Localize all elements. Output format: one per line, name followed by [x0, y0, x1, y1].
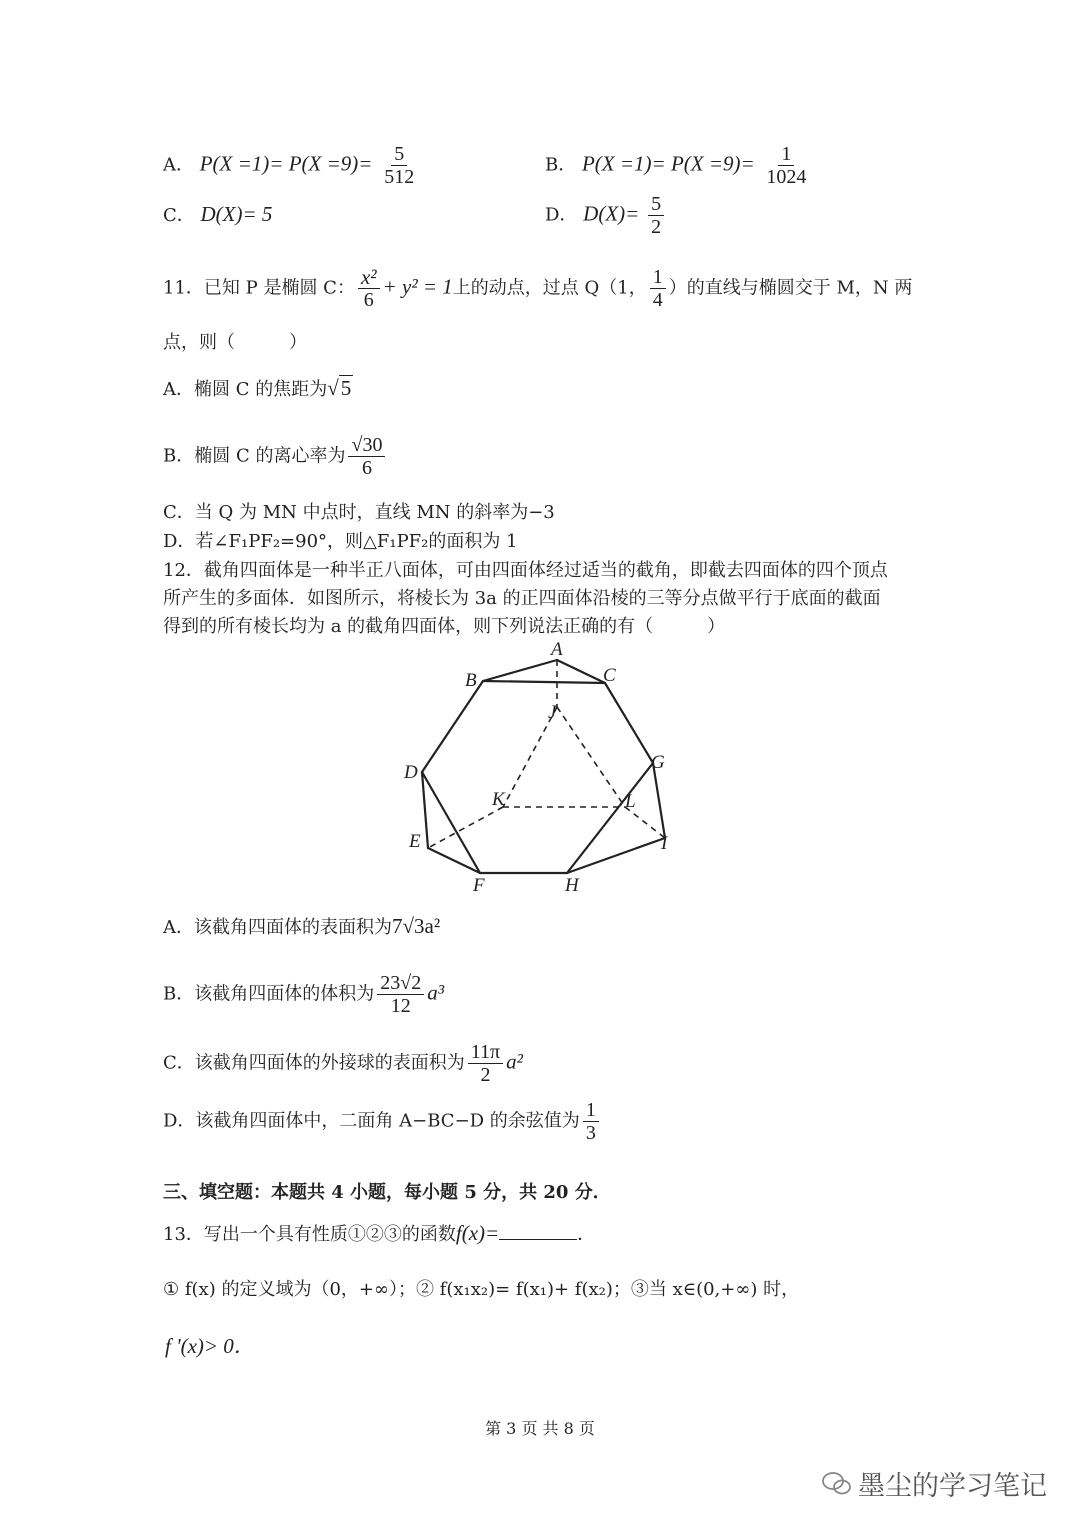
vertex-label-g: G — [651, 752, 665, 773]
vertex-label-f: F — [473, 875, 485, 896]
q10-a-frac: $\frac{5}{512}$ — [384, 143, 415, 188]
q10-option-d: D． D(X)= $\frac{5}{2}$ — [545, 193, 667, 238]
q13-stem: 13．写出一个具有性质①②③的函数f(x)= ． — [163, 1221, 596, 1245]
q12-c-frac: $\frac{11\pi}{2}$ — [468, 1041, 503, 1086]
q12-b-frac: $\frac{23√2}{12}$ — [377, 972, 424, 1017]
q12-stem-line3: 得到的所有棱长均为 a 的截角四面体，则下列说法正确的有（ ） — [163, 616, 726, 637]
vertex-label-c: C — [603, 665, 616, 686]
page-footer: 第 3 页 共 8 页 — [485, 1419, 595, 1438]
q11-stem-line2: 点，则（ ） — [163, 332, 307, 353]
q12-option-a: A．该截角四面体的表面积为7√3a² — [163, 914, 441, 938]
q10-a-expr: P(X =1)= P(X =9)= — [199, 151, 373, 176]
q12-option-b: B．该截角四面体的体积为 $\frac{23√2}{12}$ a³ — [163, 972, 445, 1017]
vertex-label-e: E — [409, 831, 421, 852]
q10-d-expr: D(X)= — [583, 201, 640, 226]
q12-d-frac: $\frac{1}{3}$ — [583, 1099, 599, 1144]
q13-answer-blank — [499, 1221, 577, 1240]
vertex-label-h: H — [565, 875, 579, 896]
q10-d-frac: $\frac{5}{2}$ — [648, 193, 664, 238]
q12-a-value: 7√3a² — [392, 914, 441, 938]
q12-stem-line1: 12．截角四面体是一种半正八面体，可由四面体经过适当的截角，即截去四面体的四个顶点 — [163, 560, 888, 581]
q11-option-d: D．若∠F₁PF₂=90°，则△F₁PF₂的面积为 1 — [163, 531, 518, 552]
q11-stem-line1: 11．已知 P 是椭圆 C： $\frac{\text{x²}}{6}$ + y² = 1上的动点，过点 Q（1， $\frac{1}{4}$ ）的直线与椭圆交于 M，N 两 — [163, 265, 913, 311]
section-3-title: 三、填空题：本题共 4 小题，每小题 5 分，共 20 分． — [163, 1182, 611, 1203]
vertex-label-d: D — [404, 762, 418, 783]
q11-option-b: B．椭圆 C 的离心率为 $\frac{√30}{6}$ — [163, 434, 388, 479]
truncated-tetrahedron-figure — [395, 635, 695, 900]
wechat-icon — [822, 1471, 852, 1497]
q11-option-a: A．椭圆 C 的焦距为√5 — [163, 376, 352, 400]
q10-option-b: B． P(X =1)= P(X =9)= $\frac{1}{1024}$ — [545, 143, 812, 188]
q12-option-c: C．该截角四面体的外接球的表面积为 $\frac{11\pi}{2}$ a² — [163, 1041, 523, 1086]
vertex-label-j: J — [548, 702, 557, 723]
q10-c-expr: D(X)= 5 — [200, 202, 273, 226]
watermark — [822, 1464, 1047, 1503]
vertex-label-k: K — [492, 789, 505, 810]
q13-condition-3: f '(x)> 0． — [165, 1334, 255, 1358]
vertex-label-l: L — [625, 791, 636, 812]
q11-a-sqrt: √5 — [327, 376, 352, 400]
vertex-label-a: A — [551, 639, 563, 660]
q13-conditions: ① f(x) 的定义域为（0，+∞）；② f(x₁x₂)= f(x₁)+ f(x₂)；③当 x∈(0,+∞) 时， — [163, 1279, 800, 1300]
q12-stem-line2: 所产生的多面体．如图所示，将棱长为 3a 的正四面体沿棱的三等分点做平行于底面的截面 — [163, 588, 881, 609]
q10-option-c: C． D(X)= 5 — [163, 202, 273, 226]
vertex-label-b: B — [465, 670, 477, 691]
watermark-text: 墨尘的学习笔记 — [858, 1471, 1047, 1502]
q11-point-frac: $\frac{1}{4}$ — [650, 266, 666, 311]
q11-b-frac: $\frac{√30}{6}$ — [348, 434, 385, 479]
q10-b-expr: P(X =1)= P(X =9)= — [581, 151, 755, 176]
q11-option-c: C．当 Q 为 MN 中点时，直线 MN 的斜率为−3 — [163, 502, 555, 523]
vertex-label-i: I — [661, 833, 668, 854]
q10-b-frac: $\frac{1}{1024}$ — [766, 143, 807, 188]
q10-option-a: A． P(X =1)= P(X =9)= $\frac{5}{512}$ — [163, 143, 420, 188]
q11-ellipse-frac: $\frac{\text{x²}}{6}$ — [358, 266, 380, 311]
q12-option-d: D．该截角四面体中，二面角 A−BC−D 的余弦值为 $\frac{1}{3}$ — [163, 1099, 602, 1144]
